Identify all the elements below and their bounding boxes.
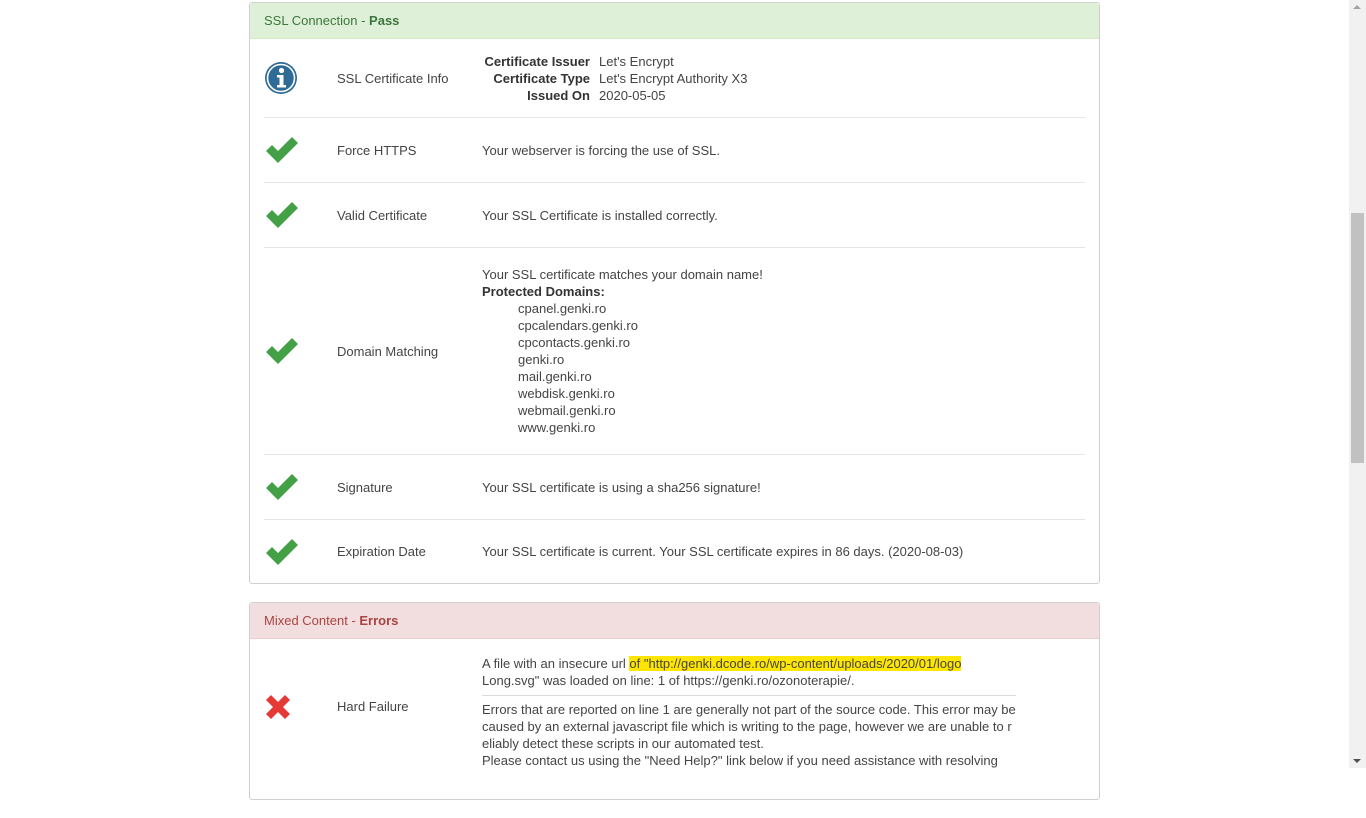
- vertical-scrollbar[interactable]: [1349, 0, 1366, 768]
- ssl-panel-title: SSL Connection: [264, 13, 358, 28]
- row-expiration-date: [264, 520, 1085, 583]
- row-detail: Your webserver is forcing the use of SSL.: [482, 142, 720, 158]
- ssl-panel-heading[interactable]: SSL Connection - Pass: [250, 3, 1099, 39]
- cross-icon: [264, 693, 292, 721]
- certificate-details: [482, 53, 1085, 104]
- field-value: Let's Encrypt Authority X3: [599, 70, 748, 86]
- protected-domains-title: Protected Domains:: [482, 284, 605, 299]
- row-label: Valid Certificate: [337, 207, 428, 223]
- row-label: Expiration Date: [337, 544, 426, 559]
- domain-item: cpcalendars.genki.ro: [518, 318, 638, 333]
- ssl-connection-panel: [249, 2, 1100, 584]
- domain-item: www.genki.ro: [518, 420, 596, 435]
- need-help-text: Please contact us using the "Need Help?" link below if you need assistance with resolving: [482, 753, 998, 768]
- row-label: Hard Failure: [337, 699, 409, 714]
- field-key: Issued On: [527, 87, 590, 103]
- field-key: Certificate Type: [493, 70, 590, 86]
- row-label: SSL Certificate Info: [337, 70, 449, 86]
- hard-failure-detail: [482, 655, 1085, 769]
- report-page: [249, 2, 1100, 818]
- line-one-note: Errors that are reported on line 1 are generally not part of the source code. This error may be caused by an external javascript file which is writing to the page, however we are unable to reliably detect these scripts in our automated test.: [482, 702, 1016, 751]
- domain-item: genki.ro: [518, 352, 565, 367]
- row-signature: [264, 455, 1085, 520]
- row-detail: Your SSL certificate is using a sha256 signature!: [482, 479, 761, 495]
- field-value: 2020-05-05: [599, 87, 666, 103]
- row-detail: Your SSL certificate matches your domain name!: [482, 267, 763, 282]
- mixed-panel-title: Mixed Content: [264, 613, 348, 628]
- row-detail: Your SSL Certificate is installed correctly.: [482, 207, 718, 223]
- row-label: Force HTTPS: [337, 142, 417, 158]
- mixed-panel-heading[interactable]: Mixed Content - Errors: [250, 603, 1099, 639]
- domain-item: cpcontacts.genki.ro: [518, 335, 631, 350]
- row-detail: Your SSL certificate is current. Your SSL certificate expires in 86 days. (2020-08-03): [482, 544, 964, 559]
- mixed-panel-status: Errors: [359, 613, 399, 628]
- domain-item: webmail.genki.ro: [518, 403, 616, 418]
- mixed-content-panel: [249, 602, 1100, 800]
- domain-item: webdisk.genki.ro: [518, 386, 615, 401]
- insecure-url-message: A file with an insecure url of "http://genki.dcode.ro/wp-content/uploads/2020/01/logo Long.svg" was loaded on line: 1 of https://genki.ro/ozonoterapie/.: [482, 656, 962, 688]
- row-hard-failure: [264, 639, 1085, 799]
- domain-matching-detail: [482, 266, 1085, 436]
- field-key: Certificate Issuer: [484, 53, 590, 69]
- scroll-down-arrow-icon[interactable]: [1353, 759, 1361, 763]
- field-value: Let's Encrypt: [599, 53, 674, 69]
- row-force-https: [264, 118, 1085, 183]
- domain-item: mail.genki.ro: [518, 369, 592, 384]
- scroll-up-arrow-icon[interactable]: [1353, 5, 1361, 9]
- check-icon: [264, 200, 300, 230]
- check-icon: [264, 472, 300, 502]
- scrollbar-thumb[interactable]: [1351, 213, 1364, 463]
- row-label: Signature: [337, 479, 393, 495]
- check-icon: [264, 537, 300, 567]
- ssl-panel-status: Pass: [369, 13, 400, 28]
- info-icon: [264, 61, 298, 95]
- check-icon: [264, 135, 300, 165]
- divider: [482, 695, 1016, 696]
- row-ssl-certificate-info: [264, 39, 1085, 118]
- insecure-url-highlight: of "http://genki.dcode.ro/wp-content/uploads/2020/01/logo: [629, 656, 962, 671]
- domain-item: cpanel.genki.ro: [518, 301, 607, 316]
- row-domain-matching: [264, 248, 1085, 455]
- check-icon: [264, 336, 300, 366]
- row-valid-certificate: [264, 183, 1085, 248]
- row-label: Domain Matching: [337, 343, 439, 359]
